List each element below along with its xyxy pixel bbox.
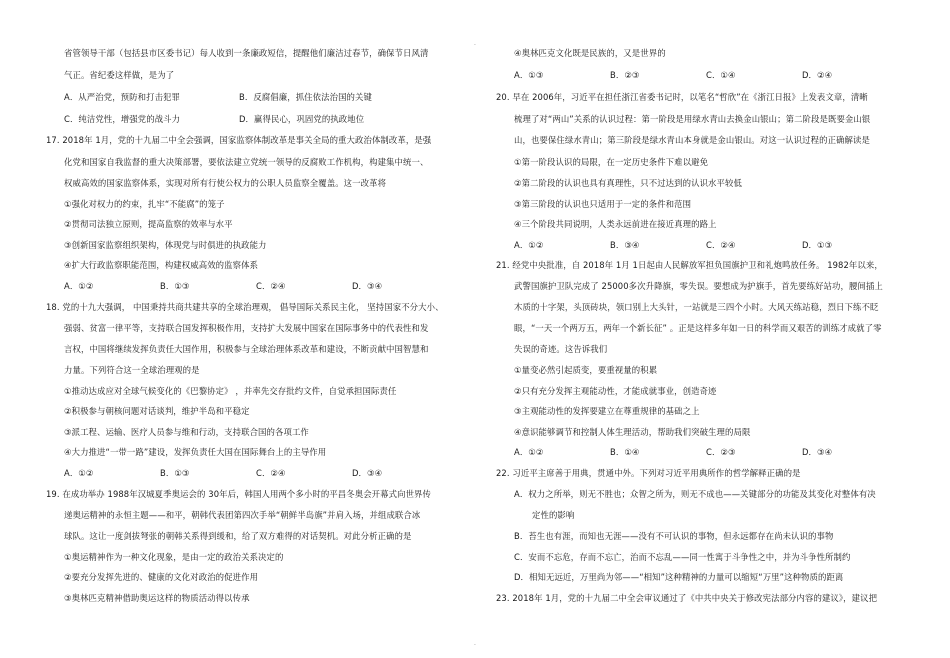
text-line: 强弱、贫富一律平等，支持联合国发挥积极作用，支持扩大发展中国家在国际事务中的代表性和发 — [64, 323, 429, 333]
text-line: ③派工程、运输、医疗人员参与维和行动，支持联合国的各项工作 — [64, 427, 309, 437]
answer-option: D．赢得民心，巩固党的执政地位 — [239, 114, 365, 124]
answer-option: B．①③ — [160, 468, 190, 478]
text-line: 权威高效的国家监察体系，实现对所有行使公权力的公职人员监察全覆盖。这一改革将 — [64, 178, 387, 188]
answer-option: C．纯洁党性，增强党的战斗力 — [64, 114, 181, 124]
answer-option: D．③④ — [802, 447, 833, 457]
text-line: ①奥运精神作为一种文化现象，是由一定的政治关系决定的 — [64, 552, 284, 562]
text-line: 失误的奇迹。这告诉我们 — [514, 344, 608, 354]
text-line: ②贯彻司法独立原则，提高监察的效率与水平 — [64, 219, 233, 229]
answer-option: B．①④ — [610, 447, 640, 457]
text-line: 气正。省纪委这样做，是为了 — [64, 70, 175, 80]
text-line: B．苔生也有涯，而知也无涯——没有不可认识的事物，但永远都存在尚未认识的事物 — [514, 531, 834, 541]
text-line: 定性的影响 — [532, 510, 575, 520]
text-line: ④三个阶段共同说明，人类永远前进在接近真理的路上 — [514, 219, 717, 229]
answer-option: C．②③ — [706, 447, 736, 457]
text-line: 省管领导干部（包括县市区委书记）每人收到一条廉政短信，提醒他们廉洁过春节，确保节日风清 — [64, 48, 429, 58]
answer-option: A．①② — [514, 240, 544, 250]
text-line: 武警国旗护卫队完成了 25000多次升降旗，零失误。要想成为护旗手，首先要练好站功，腰间插上 — [514, 281, 883, 291]
text-line: 22. 习近平主席善于用典，贯通中外。下列对习近平用典所作的哲学解释正确的是 — [496, 468, 801, 478]
text-line: ②积极参与朝核问题对话谈判，维护半岛和平稳定 — [64, 406, 250, 416]
page-mark-bottom: . — [474, 640, 476, 647]
text-line: 化党和国家自我监督的重大决策部署，要依法建立党统一领导的反腐败工作机构，构建集中统一、 — [64, 157, 429, 167]
text-line: 梳理了对“两山”关系的认识过程：第一阶段是用绿水青山去换金山银山；第二阶段是既要金山银 — [514, 114, 871, 124]
answer-option: A．从严治党，预防和打击犯罪 — [64, 92, 181, 102]
answer-option: A．①② — [64, 468, 94, 478]
text-line: 19. 在成功举办 1988年汉城夏季奥运会的 30年后，韩国人用两个多小时的平昌冬奥会开幕式向世界传 — [46, 489, 431, 499]
text-line: 力量。下列符合这一全球治理观的是 — [64, 365, 200, 375]
text-line: 眼，“一天一个两万五，两年一个新长征” 。正是这样多年如一日的科学而又艰苦的训练才成就了零 — [514, 323, 882, 333]
answer-option: D．③④ — [352, 468, 383, 478]
answer-option: D．②④ — [802, 70, 833, 80]
text-line: D．相知无远近，万里尚为邻——“相知”这种精神的力量可以缩短“万里”这种物质的距离 — [514, 572, 844, 582]
text-line: ③主观能动性的发挥要建立在尊重规律的基础之上 — [514, 406, 700, 416]
answer-option: B．反腐倡廉，抓住依法治国的关键 — [239, 92, 372, 102]
text-line: ③创新国家监察组织架构，体现党与时俱进的执政能力 — [64, 240, 267, 250]
text-line: 21. 经党中央批准，自 2018年 1月 1日起由人民解放军担负国旗护卫和礼炮鸣放任务。 1982年以来， — [496, 260, 883, 270]
text-line: ④扩大行政监察职能范围，构建权威高效的监察体系 — [64, 260, 259, 270]
text-line: ②第二阶段的认识也具有真理性，只不过达到的认识水平较低 — [514, 178, 742, 188]
answer-option: D．③④ — [352, 281, 383, 291]
text-line: ①强化对权力的约束，扎牢“不能腐”的笼子 — [64, 199, 225, 209]
answer-option: B．②③ — [610, 70, 640, 80]
text-line: ④大力推进“一带一路”建设，发挥负责任大国在国际舞台上的主导作用 — [64, 447, 327, 457]
answer-option: A．①② — [64, 281, 94, 291]
answer-option: A．①③ — [514, 70, 544, 80]
text-line: 20. 早在 2006年，习近平在担任浙江省委书记时，以笔名“哲欣”在《浙江日报》上发表文章，清晰 — [496, 92, 868, 102]
text-line: ①第一阶段认识的局限，在一定历史条件下难以避免 — [514, 157, 709, 167]
answer-option: B．①③ — [160, 281, 190, 291]
text-line: ④奥林匹克文化既是民族的，又是世界的 — [514, 48, 666, 58]
text-line: ③第三阶段的认识也只适用于一定的条件和范围 — [514, 199, 692, 209]
text-line: ①推动达成应对全球气候变化的《巴黎协定》 ，并率先交存批约文件，自觉承担国际责任 — [64, 386, 397, 396]
page-mark-top: . — [474, 40, 476, 47]
text-line: 山，也要保住绿水青山；第三阶段是绿水青山本身就是金山银山。对这一认识过程的正确解读是 — [514, 135, 870, 145]
answer-option: A．①② — [514, 447, 544, 457]
text-line: 23. 2018年 1月，党的十九届二中全会审议通过了《中共中央关于修改宪法部分内容的建议》，建议把 — [496, 593, 878, 603]
answer-option: C．②④ — [706, 240, 736, 250]
answer-option: C．①④ — [706, 70, 736, 80]
text-line: C．安而不忘危，存而不忘亡，治而不忘乱——同一性寓于斗争性之中，并为斗争性所制约 — [514, 552, 851, 562]
text-line: ④意识能够调节和控制人体生理活动，帮助我们突破生理的局限 — [514, 427, 751, 437]
text-line: 木质的十字架，头顶砖块，领口别上大头针，一站就是三四个小时。大风天练站稳，烈日下练不眨 — [514, 302, 879, 312]
text-line: ①量变必然引起质变，要重视量的积累 — [514, 365, 658, 375]
text-line: ②只有充分发挥主观能动性，才能成就事业，创造奇迹 — [514, 386, 717, 396]
text-line: 递奥运精神的永恒主题——和平，朝韩代表团第四次手举“朝鲜半岛旗”并肩入场，并组成联合冰 — [64, 510, 421, 520]
answer-option: C．②④ — [256, 468, 286, 478]
text-line: 18. 党的十九大强调， 中国秉持共商共建共享的全球治理观， 倡导国际关系民主化， 坚持国家不分大小、 — [46, 302, 444, 312]
answer-option: D．①③ — [802, 240, 833, 250]
answer-option: B．③④ — [610, 240, 640, 250]
text-line: 球队。这让一度剑拔弩张的朝韩关系得到缓和，给了双方难得的对话契机。对此分析正确的是 — [64, 531, 412, 541]
text-line: ③奥林匹克精神借助奥运这样的物质活动得以传承 — [64, 593, 250, 603]
answer-option: C．②④ — [256, 281, 286, 291]
text-line: 17. 2018年 1月，党的十九届二中全会强调，国家监察体制改革是事关全局的重大政治体制改革，是强 — [46, 135, 432, 145]
text-line: 言权，中国将继续发挥负责任大国作用，积极参与全球治理体系改革和建设，不断贡献中国智慧和 — [64, 344, 429, 354]
text-line: ②要充分发挥先进的、健康的文化对政治的促进作用 — [64, 572, 259, 582]
text-line: A．权力之所举，则无不胜也；众智之所为，则无不成也——关键部分的功能及其变化对整体有决 — [514, 489, 876, 499]
